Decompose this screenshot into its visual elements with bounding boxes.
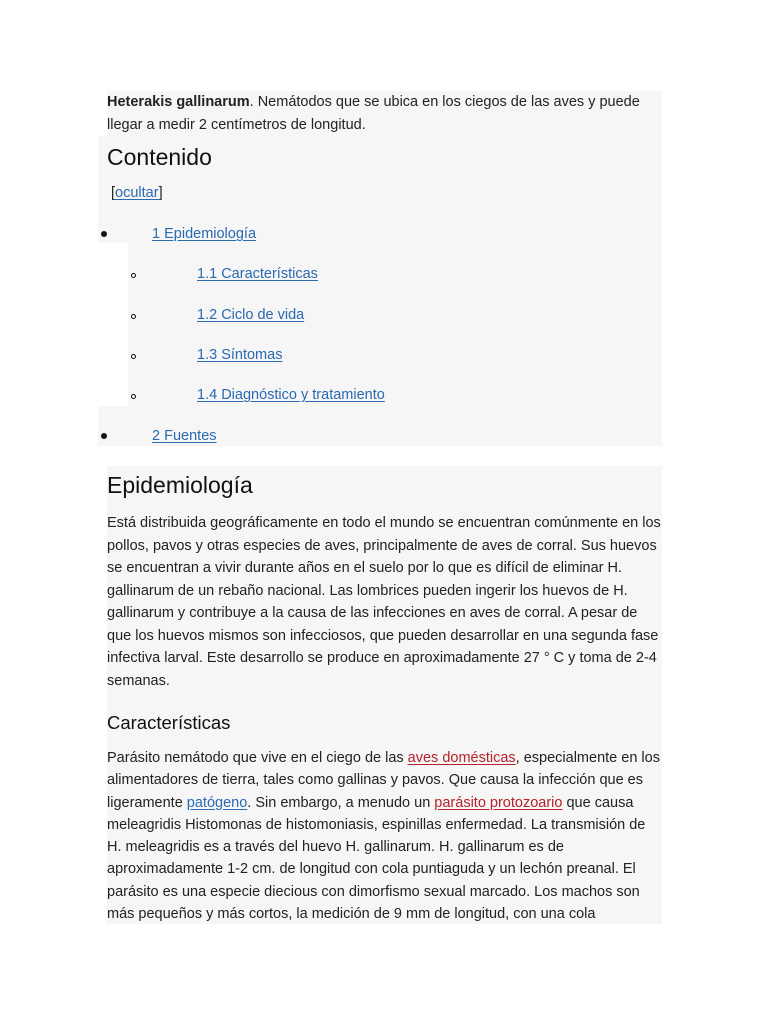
bullet-circle-icon <box>131 273 136 278</box>
table-of-contents <box>98 136 662 446</box>
section-heading-epidemiologia: Epidemiología <box>107 472 253 498</box>
toc-hide-link[interactable]: ocultar <box>115 185 159 201</box>
toc-toggle: [ocultar] <box>111 185 163 201</box>
section-epidemiologia <box>107 466 662 924</box>
intro-paragraph <box>107 91 662 136</box>
intro-text: . Nemátodos que se ubica en los ciegos de las aves y puede llegar a medir 2 centímetros de longitud. <box>107 94 640 133</box>
toc-item-diagnostico[interactable]: 1.4 Diagnóstico y tratamiento <box>197 387 385 403</box>
bullet-circle-icon <box>131 354 136 359</box>
intro-term: Heterakis gallinarum <box>107 94 250 110</box>
bullet-circle-icon <box>131 314 136 319</box>
toc-item-caracteristicas[interactable]: 1.1 Características <box>197 266 318 282</box>
bullet-disc-icon <box>101 231 107 237</box>
toc-item-epidemiologia[interactable]: 1 Epidemiología <box>152 226 257 242</box>
link-aves-domesticas[interactable]: aves domésticas <box>407 750 516 766</box>
toc-title: Contenido <box>107 144 212 170</box>
toc-item-ciclo-de-vida[interactable]: 1.2 Ciclo de vida <box>197 307 305 323</box>
toc-item-sintomas[interactable]: 1.3 Síntomas <box>197 347 283 363</box>
caracteristicas-paragraph: Parásito nemátodo que vive en el ciego de las aves domésticas, especialmente en los alimentadores de tierra, tales como gallinas y pavos. Que causa la infección que es ligeramente patógeno. Sin embargo, a menudo un parásito protozoario que causa meleagridis Histomonas de histomoniasis, espinillas enfermedad. La transmisión de H. meleagridis es a través del huevo H. gallinarum. H. gallinarum es de aproximadamente 1-2 cm. de longitud con cola puntiaguda y un lechón preanal. El parásito es una especie diecious con dimorfismo sexual marcado. Los machos son más pequeños y más cortos, la medición de 9 mm de longitud, con una cola <box>107 750 660 923</box>
link-patogeno[interactable]: patógeno <box>186 794 248 811</box>
bullet-disc-icon <box>101 433 107 439</box>
toc-item-fuentes[interactable]: 2 Fuentes <box>152 428 217 444</box>
link-parasito-protozoario[interactable]: parásito protozoario <box>434 794 563 811</box>
epidemiologia-paragraph: Está distribuida geográficamente en todo el mundo se encuentran comúnmente en los pollos, pavos y otras especies de aves, principalmente de aves de corral. Sus huevos se encuentran a vivir durante años en el suelo por lo que es difícil de eliminar H. gallinarum de un rebaño nacional. Las lombrices pueden ingerir los huevos de H. gallinarum y contribuye a la causa de las infecciones en aves de corral. A pesar de que los huevos mismos son infecciosos, que pueden desarrollar en una segunda fase infectiva larval. Este desarrollo se produce en aproximadamente 27 ° C y toma de 2-4 semanas. <box>107 515 661 689</box>
section-heading-caracteristicas: Características <box>107 712 231 733</box>
bullet-circle-icon <box>131 394 136 399</box>
